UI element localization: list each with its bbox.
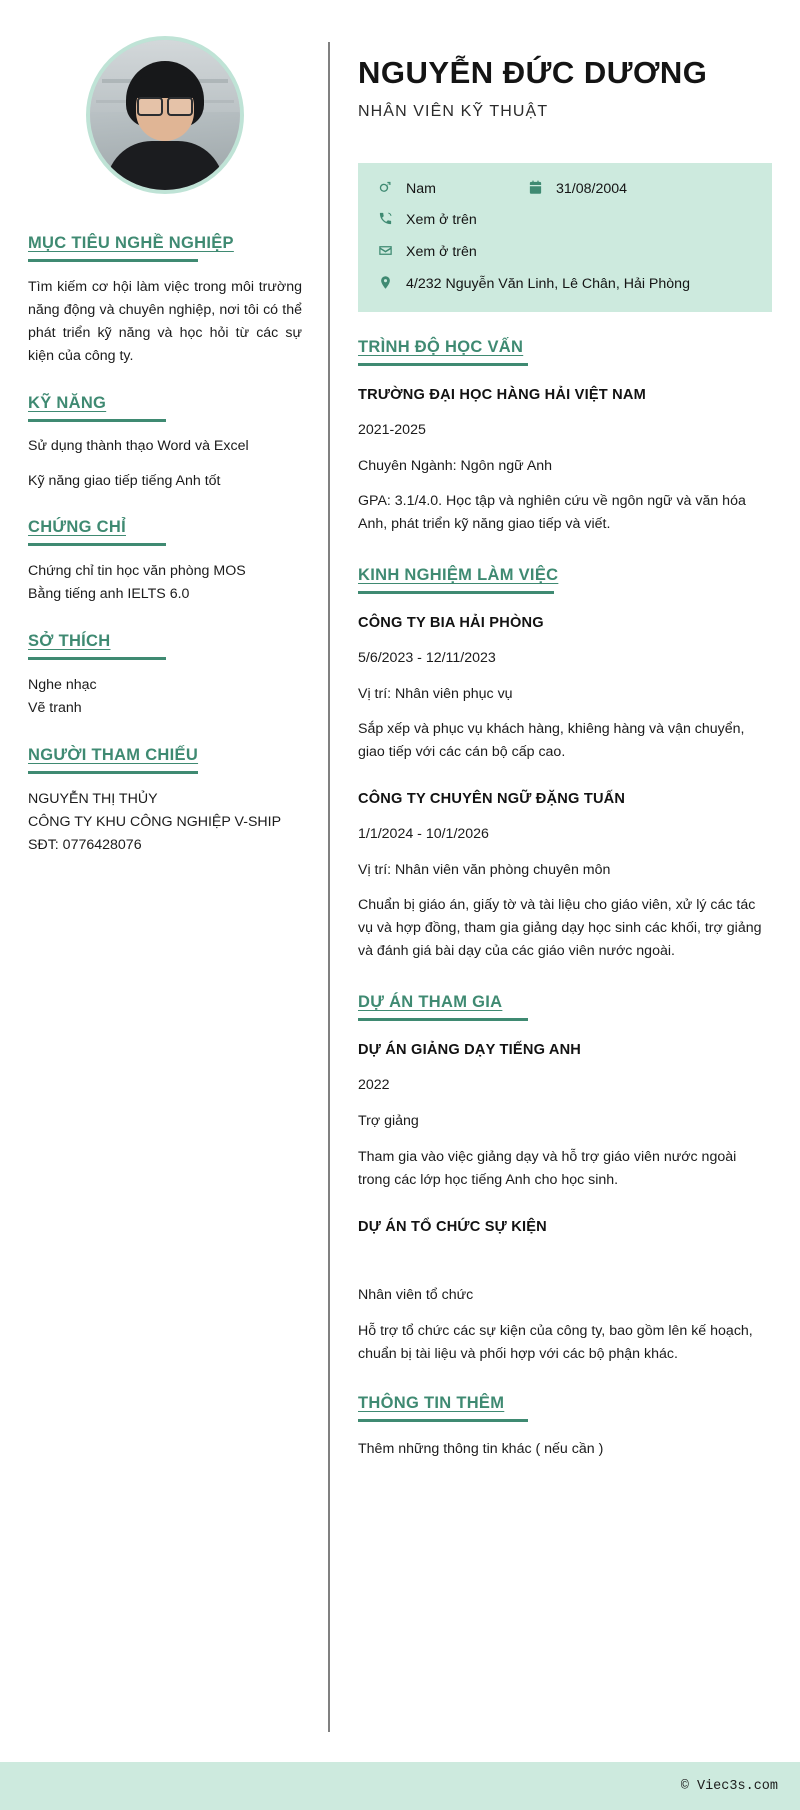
- section-references: [28, 746, 302, 857]
- contact-email: [376, 242, 477, 263]
- references-heading: NGƯỜI THAM CHIẾU: [28, 746, 198, 774]
- experience-heading: KINH NGHIỆM LÀM VIỆC: [358, 566, 558, 594]
- certificate-item: Chứng chỉ tin học văn phòng MOS: [28, 563, 246, 579]
- education-description: GPA: 3.1/4.0. Học tập và nghiên cứu về ngôn ngữ và văn hóa Anh, phát triển kỹ năng giao tiếp và viết.: [358, 493, 746, 533]
- project-period: 2022: [358, 1077, 390, 1094]
- contact-row: [376, 179, 754, 200]
- reference-company: CÔNG TY KHU CÔNG NGHIỆP V-SHIP: [28, 814, 282, 830]
- project-entry: [358, 1218, 772, 1366]
- project-description: Tham gia vào việc giảng dạy và hỗ trợ giáo viên nước ngoài trong các lớp học tiếng Anh cho học sinh.: [358, 1148, 737, 1188]
- contact-box: [358, 163, 772, 312]
- section-hobbies: [28, 632, 302, 720]
- experience-company: CÔNG TY CHUYÊN NGỮ ĐẶNG TUẤN: [358, 791, 626, 808]
- certificate-item: Bằng tiếng anh IELTS 6.0: [28, 586, 190, 602]
- reference-name: NGUYỄN THỊ THỦY: [28, 791, 158, 807]
- hobby-item: Vẽ tranh: [28, 700, 82, 716]
- contact-row: [376, 210, 754, 231]
- profile-photo-wrapper: [28, 36, 302, 194]
- footer: [0, 1762, 800, 1810]
- education-major: Chuyên Ngành: Ngôn ngữ Anh: [358, 457, 553, 474]
- calendar-icon: [526, 179, 545, 195]
- contact-row: [376, 242, 754, 263]
- birthday-value: 31/08/2004: [556, 180, 628, 197]
- hobby-item: Nghe nhạc: [28, 677, 97, 693]
- experience-entry: [358, 790, 772, 963]
- reference-phone: SĐT: 0776428076: [28, 837, 142, 853]
- hobbies-heading: SỞ THÍCH: [28, 632, 110, 660]
- experience-period: 5/6/2023 - 12/11/2023: [358, 649, 496, 666]
- project-entry: [358, 1041, 772, 1191]
- phone-icon: [376, 210, 395, 226]
- section-additional: [358, 1394, 772, 1461]
- contact-address: [376, 274, 690, 295]
- project-role: Nhân viên tổ chức: [358, 1287, 474, 1304]
- section-education: [358, 338, 772, 536]
- certificates-list: [28, 560, 302, 606]
- section-certificates: [28, 518, 302, 606]
- contact-row: [376, 274, 754, 295]
- skill-item: Kỹ năng giao tiếp tiếng Anh tốt: [28, 473, 221, 489]
- experience-role: Vị trí: Nhân viên phục vụ: [358, 685, 513, 702]
- project-title: DỰ ÁN TỔ CHỨC SỰ KIỆN: [358, 1218, 547, 1235]
- section-experience: [358, 566, 772, 963]
- experience-description: Sắp xếp và phục vụ khách hàng, khiêng hàng và vận chuyển, giao tiếp với các cán bộ cấp cao.: [358, 721, 745, 761]
- contact-gender: [376, 179, 526, 200]
- hobbies-list: [28, 674, 302, 720]
- page-title: NGUYỄN ĐỨC DƯƠNG: [358, 55, 708, 90]
- experience-description: Chuẩn bị giáo án, giấy tờ và tài liệu cho giáo viên, xử lý các tác vụ và hợp đồng, tham gia giảng dạy học sinh các khối, trợ giảng và đánh giá bài dạy của các giáo viên nước ngoài.: [358, 897, 762, 960]
- project-description: Hỗ trợ tổ chức các sự kiện của công ty, bao gồm lên kế hoạch, chuẩn bị tài liệu và phối hợp với các bộ phận khác.: [358, 1323, 753, 1362]
- mail-icon: [376, 242, 395, 258]
- projects-heading: DỰ ÁN THAM GIA: [358, 993, 502, 1021]
- skills-heading: KỸ NĂNG: [28, 394, 106, 422]
- experience-period: 1/1/2024 - 10/1/2026: [358, 826, 489, 843]
- skill-item: Sử dụng thành thạo Word và Excel: [28, 438, 249, 454]
- additional-text: Thêm những thông tin khác ( nếu cần ): [358, 1441, 604, 1457]
- project-title: DỰ ÁN GIẢNG DẠY TIẾNG ANH: [358, 1042, 582, 1059]
- photo-fringe: [132, 76, 198, 98]
- education-heading: TRÌNH ĐỘ HỌC VẤN: [358, 338, 523, 366]
- experience-entry: [358, 614, 772, 764]
- location-icon: [376, 274, 395, 290]
- objective-text: Tìm kiếm cơ hội làm việc trong môi trường năng động và chuyên nghiệp, nơi tôi có thể phát triển kỹ năng và học hỏi từ các sự kiện của công ty.: [28, 279, 302, 364]
- project-role: Trợ giảng: [358, 1112, 419, 1129]
- right-column: [330, 30, 772, 1461]
- references-list: [28, 788, 302, 857]
- phone-value: Xem ở trên: [406, 212, 477, 229]
- contact-birthday: [526, 179, 627, 200]
- left-column: [28, 30, 328, 857]
- objective-heading: MỤC TIÊU NGHỀ NGHIỆP: [28, 234, 234, 262]
- gender-icon: [376, 179, 395, 195]
- job-title: NHÂN VIÊN KỸ THUẬT: [358, 102, 549, 120]
- certificates-heading: CHỨNG CHỈ: [28, 518, 126, 546]
- section-skills: [28, 394, 302, 492]
- experience-role: Vị trí: Nhân viên văn phòng chuyên môn: [358, 861, 611, 878]
- project-period: [358, 1250, 772, 1271]
- footer-copyright: © Viec3s.com: [680, 1778, 778, 1794]
- additional-heading: THÔNG TIN THÊM: [358, 1394, 504, 1422]
- experience-company: CÔNG TY BIA HẢI PHÒNG: [358, 615, 544, 632]
- gender-value: Nam: [406, 180, 436, 197]
- section-projects: [358, 993, 772, 1366]
- contact-phone: [376, 210, 477, 231]
- avatar: [86, 36, 244, 194]
- education-entry: [358, 386, 772, 536]
- email-value: Xem ở trên: [406, 243, 477, 260]
- education-period: 2021-2025: [358, 421, 426, 438]
- education-school: TRƯỜNG ĐẠI HỌC HÀNG HẢI VIỆT NAM: [358, 387, 646, 404]
- section-objective: [28, 234, 302, 368]
- photo-glasses: [137, 97, 193, 113]
- address-value: 4/232 Nguyễn Văn Linh, Lê Chân, Hải Phòng: [406, 275, 690, 292]
